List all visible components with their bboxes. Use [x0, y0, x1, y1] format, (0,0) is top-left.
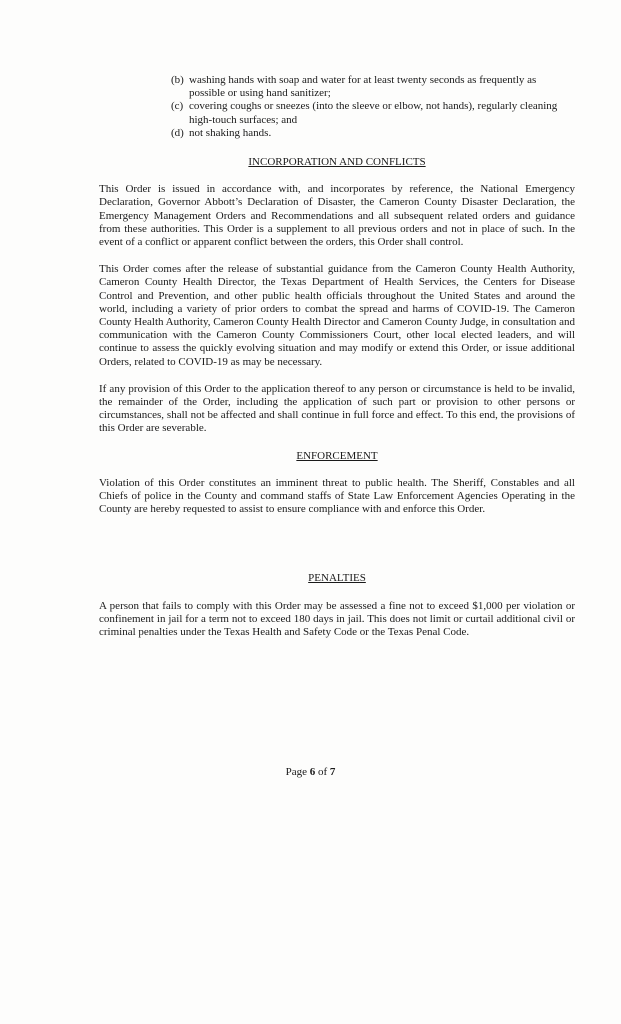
- paragraph: Violation of this Order constitutes an imminent threat to public health. The Sheriff, Constables and all Chiefs of police in the County and command staffs of State Law Enforcement Agencies Operating in the County are hereby requested to assist to ensure compliance with and enforce this Order.: [99, 476, 575, 516]
- page-number-current: 6: [309, 766, 316, 778]
- list-marker: (b): [171, 74, 184, 86]
- page-number-prefix: Page: [285, 766, 310, 778]
- list-item-text: washing hands with soap and water for at least twenty seconds as frequently as possible or using hand sanitizer;: [189, 74, 537, 100]
- section-heading-incorporation: INCORPORATION AND CONFLICTS: [248, 156, 426, 169]
- precaution-list: [171, 74, 575, 140]
- spacer: [99, 530, 575, 556]
- paragraph: A person that fails to comply with this Order may be assessed a fine not to exceed $1,000 per violation or confinement in jail for a term not to exceed 180 days in jail. This does not limit or curtail additional civil or criminal penalties under the Texas Health and Safety Code or the Texas Penal Code.: [99, 599, 575, 639]
- list-marker: (c): [171, 100, 184, 113]
- list-item: [171, 127, 575, 140]
- paragraph: This Order is issued in accordance with, and incorporates by reference, the National Emergency Declaration, Governor Abbott’s Declaration of Disaster, the Cameron County Disaster Declaration, the Emergency Management Orders and Recommendations and all subsequent related orders and guidance from these authorities. This Order is a supplement to all previous orders and not in place of such. In the event of a conflict or apparent conflict between the orders, this Order shall control.: [99, 183, 575, 249]
- list-item-text: covering coughs or sneezes (into the sleeve or elbow, not hands), regularly cleaning high-touch surfaces; and: [189, 100, 558, 126]
- document-body: [99, 74, 575, 653]
- list-marker: (d): [171, 126, 184, 139]
- page-number-middle: of: [315, 766, 330, 778]
- section-heading-penalties: PENALTIES: [308, 572, 366, 585]
- paragraph: This Order comes after the release of substantial guidance from the Cameron County Health Authority, Cameron County Health Director, the Texas Department of Health Services, the Centers for Disease Control and Prevention, and other public health officials throughout the United States and around the world, including a variety of prior orders to combat the spread and harms of COVID-19. The Cameron County Health Authority, Cameron County Health Director and Cameron County Judge, in consultation and communication with the Cameron County Commissioners Court, other local elected leaders, and will continue to assess the quickly evolving situation and may modify or extend this Order, or issue additional Orders, related to COVID-19 as may be necessary.: [99, 263, 575, 368]
- section-heading-enforcement: ENFORCEMENT: [296, 449, 378, 462]
- paragraph: If any provision of this Order to the application thereof to any person or circumstance is held to be invalid, the remainder of the Order, including the application of such part or provision to other persons or circumstances, shall not be affected and shall continue in full force and effect. To this end, the provisions of this Order are severable.: [99, 382, 575, 435]
- list-item: [171, 100, 575, 126]
- list-item: [171, 74, 575, 100]
- page-number: [0, 766, 621, 778]
- page-number-total: 7: [329, 766, 336, 778]
- list-item-text: not shaking hands.: [189, 126, 272, 139]
